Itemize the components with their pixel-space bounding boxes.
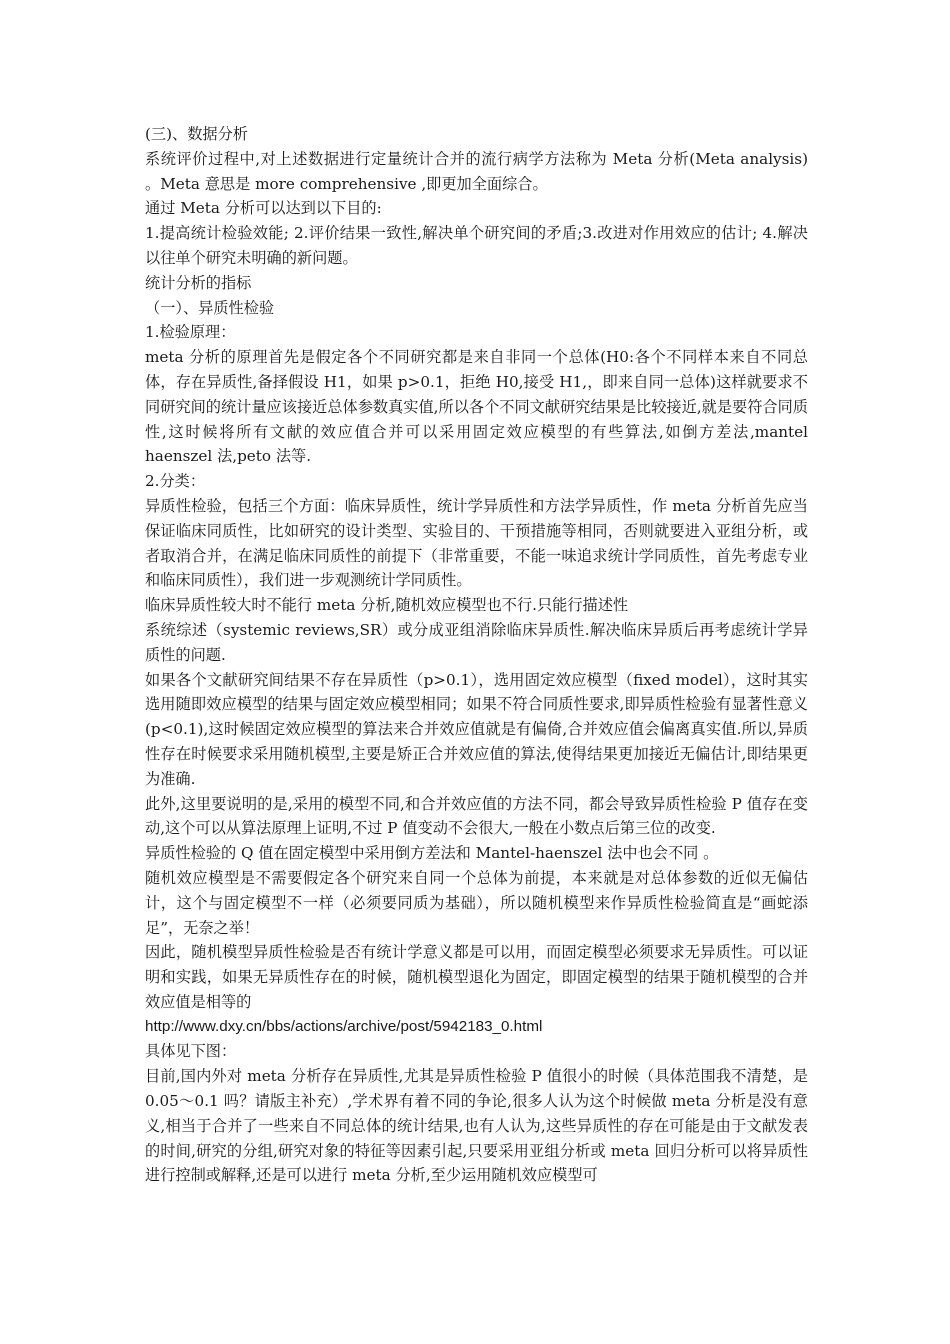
paragraph-see-figure: 具体见下图： [145, 1042, 237, 1061]
source-url[interactable]: http://www.dxy.cn/bbs/actions/archive/post/5942183_0.html [145, 1017, 543, 1035]
paragraph-q-value: 异质性检验的 Q 值在固定模型中采用倒方差法和 Mantel-haenszel 法中也会不同 。 [145, 844, 719, 863]
document-body [145, 122, 808, 1188]
paragraph-model-difference: 此外,这里要说明的是,采用的模型不同,和合并效应值的方法不同，都会导致异质性检验 P 值存在变动,这个可以从算法原理上证明,不过 P 值变动不会很大,一般在小数点后第三位的改变. [145, 794, 808, 838]
paragraph-random-model: 随机效应模型是不需要假定各个研究来自同一个总体为前提，本来就是对总体参数的近似无偏估计，这个与固定模型不一样（必须要同质为基础），所以随机模型来作异质性检验简直是“画蛇添足”，无奈之举！ [145, 868, 808, 937]
paragraph-current-debate: 目前,国内外对 meta 分析存在异质性,尤其是异质性检验 P 值很小的时候（具体范围我不清楚，是 0.05～0.1 吗？请版主补充）,学术界有着不同的争论,很多人认为这个时候做 meta 分析是没有意义,相当于合并了一些来自不同总体的统计结果,也有人认为,这些异质性的存在可能是由于文献发表的时间,研究的分组,研究对象的特征等因素引起,只要采用亚组分析或 meta 回归分析可以将异质性进行控制或解释,还是可以进行 meta 分析,至少运用随机效应模型可 [145, 1067, 808, 1185]
heading-heterogeneity-test: （一）、异质性检验 [145, 298, 275, 317]
paragraph-test-principle: meta 分析的原理首先是假定各个不同研究都是来自非同一个总体(H0:各个不同样本来自不同总体，存在异质性,备择假设 H1，如果 p>0.1，拒绝 H0,接受 H1,，即来自同一总体)这样就要求不同研究间的统计量应该接近总体参数真实值,所以各个不同文献研究结果是比较接近,就是要符合同质性,这时候将所有文献的效应值合并可以采用固定效应模型的有些算法,如倒方差法,mantel haenszel 法,peto 法等. [145, 348, 808, 466]
paragraph-clinical-heterogeneity: 临床异质性较大时不能行 meta 分析,随机效应模型也不行.只能行描述性 [145, 596, 629, 615]
paragraph-fixed-model: 如果各个文献研究间结果不存在异质性（p>0.1），选用固定效应模型（fixed model），这时其实选用随即效应模型的结果与固定效应模型相同；如果不符合同质性要求,即异质性检验有显著性意义(p<0.1),这时候固定效应模型的算法来合并效应值就是有偏倚,合并效应值会偏离真实值.所以,异质性存在时候要求采用随机模型,主要是矫正合并效应值的算法,使得结果更加接近无偏估计,即结果更为准确. [145, 670, 808, 788]
paragraph-purpose-intro: 通过 Meta 分析可以达到以下目的: [145, 199, 382, 218]
paragraph-meta-definition: 系统评价过程中,对上述数据进行定量统计合并的流行病学方法称为 Meta 分析(Meta analysis) 。Meta 意思是 more comprehensive ,即更加全面综合。 [145, 149, 808, 193]
paragraph-purpose-list: 1.提高统计检验效能; 2.评价结果一致性,解决单个研究间的矛盾;3.改进对作用效应的估计; 4.解决以往单个研究未明确的新问题。 [145, 224, 808, 267]
heading-test-principle: 1.检验原理： [145, 323, 236, 342]
section-heading-data-analysis: (三)、数据分析 [145, 125, 248, 143]
paragraph-classification: 异质性检验，包括三个方面：临床异质性，统计学异质性和方法学异质性，作 meta 分析首先应当保证临床同质性，比如研究的设计类型、实验目的、干预措施等相同，否则就要进入亚组分析，或者取消合并，在满足临床同质性的前提下（非常重要，不能一味追求统计学同质性，首先考虑专业和临床同质性），我们进一步观测统计学同质性。 [145, 496, 808, 590]
paragraph-systematic-review: 系统综述（systemic reviews,SR）或分成亚组消除临床异质性.解决临床异质后再考虑统计学异质性的问题. [145, 620, 808, 664]
paragraph-conclusion: 因此，随机模型异质性检验是否有统计学意义都是可以用，而固定模型必须要求无异质性。可以证明和实践，如果无异质性存在的时候，随机模型退化为固定，即固定模型的结果于随机模型的合并效应值是相等的 [145, 943, 808, 1011]
heading-classification: 2.分类： [145, 472, 206, 491]
heading-statistical-indicators: 统计分析的指标 [145, 273, 252, 292]
